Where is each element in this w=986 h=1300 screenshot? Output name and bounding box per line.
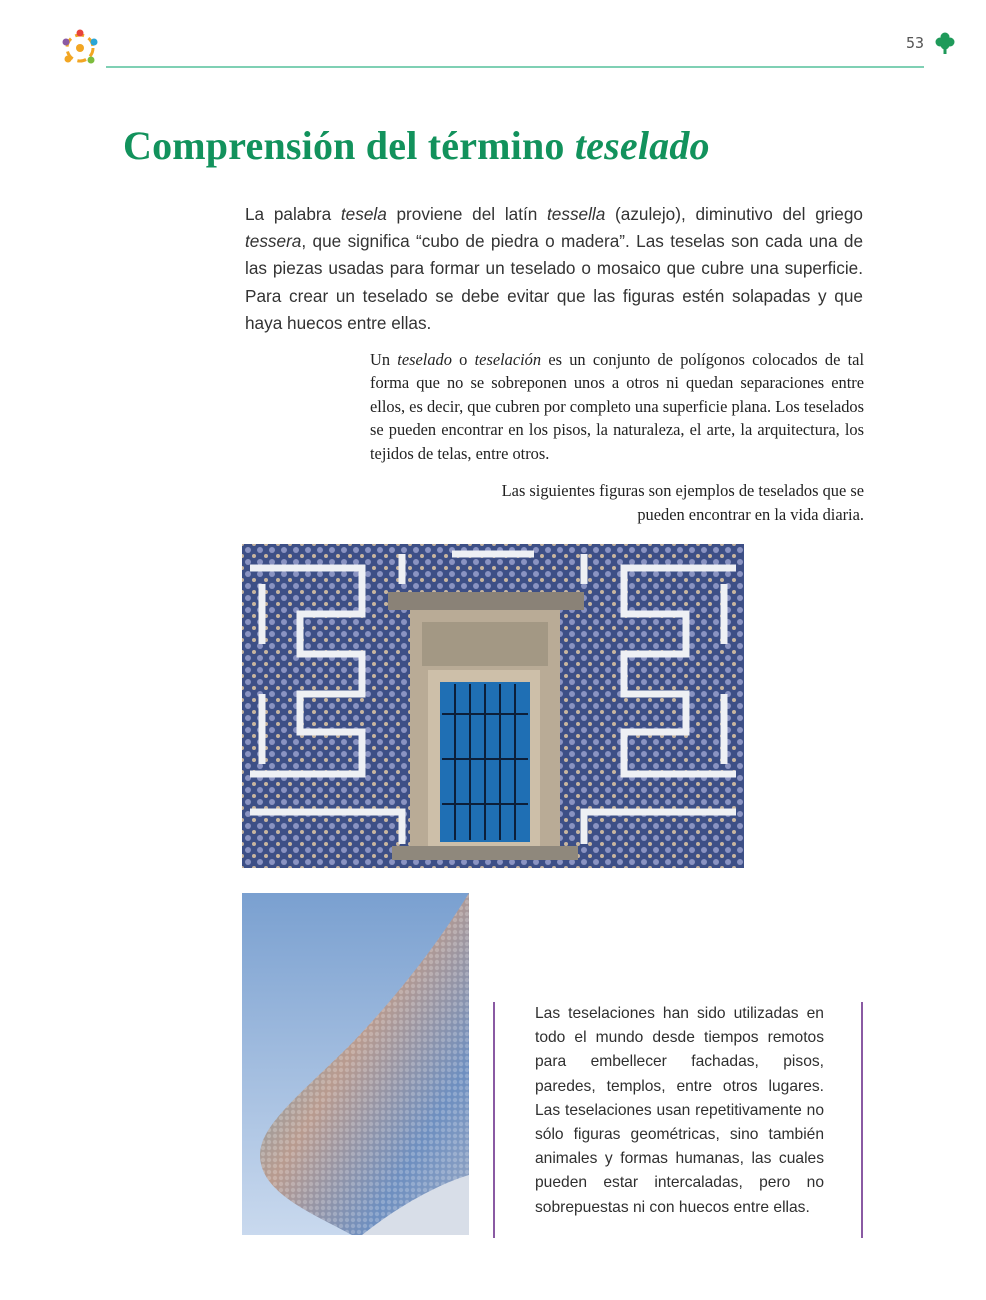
italic-term: tessera [245, 231, 302, 252]
italic-term: teselado [397, 350, 452, 369]
green-leaf-icon [934, 31, 956, 55]
sidebar-left-rule [493, 1002, 495, 1238]
italic-term: tessella [547, 204, 606, 224]
examples-paragraph: Las siguientes figuras son ejemplos de teselados que se pueden encontrar en la vida diaria. [501, 481, 864, 524]
text-run: , que significa “cubo de piedra o madera”. Las teselas son cada una de las piezas usadas para formar un teselado o mosaico que cubre una superficie. Para crear un teselado se debe evitar que las figuras estén solapadas y que haya huecos entre ellas. [245, 231, 863, 333]
tiled-facade-photo [242, 544, 744, 868]
page-number: 53 [906, 34, 925, 52]
text-run: Un [370, 350, 398, 369]
definition-paragraph [370, 348, 864, 465]
title-main: Comprensión del término [123, 123, 575, 168]
text-run: o [451, 350, 475, 369]
curved-tiled-building-photo [242, 893, 469, 1235]
title-emphasis: teselado [574, 123, 710, 168]
italic-term: teselación [474, 350, 542, 369]
sidebar-text: Las teselaciones han sido utilizadas en todo el mundo desde tiempos remotos para embellecer fachadas, pisos, paredes, templos, entre otros lugares. Las teselaciones usan repetitivamente no sólo figuras geométricas, sino también animales y formas humanas, las cuales pueden estar intercaladas, pero no sobrepuestas ni con huecos entre ellas. [535, 1005, 824, 1216]
text-run: es un conjunto de polígonos colocados de tal forma que no se sobreponen unos a otros ni quedan separaciones entre ellos, es decir, que cubren por completo una superficie plana. Los teselados se pueden encontrar en los pisos, la naturaleza, el arte, la arquitectura, los tejidos de telas, entre otros. [370, 350, 864, 463]
text-run: proviene del latín [386, 204, 548, 224]
intro-paragraph [245, 201, 863, 337]
italic-term: tesela [340, 204, 387, 224]
page-title [123, 122, 710, 169]
header-rule [106, 66, 924, 68]
colorful-people-logo-icon [58, 26, 102, 70]
text-run: (azulejo), diminutivo del griego [605, 204, 863, 224]
sidebar-right-rule [861, 1002, 863, 1238]
text-run: La palabra [245, 204, 341, 224]
